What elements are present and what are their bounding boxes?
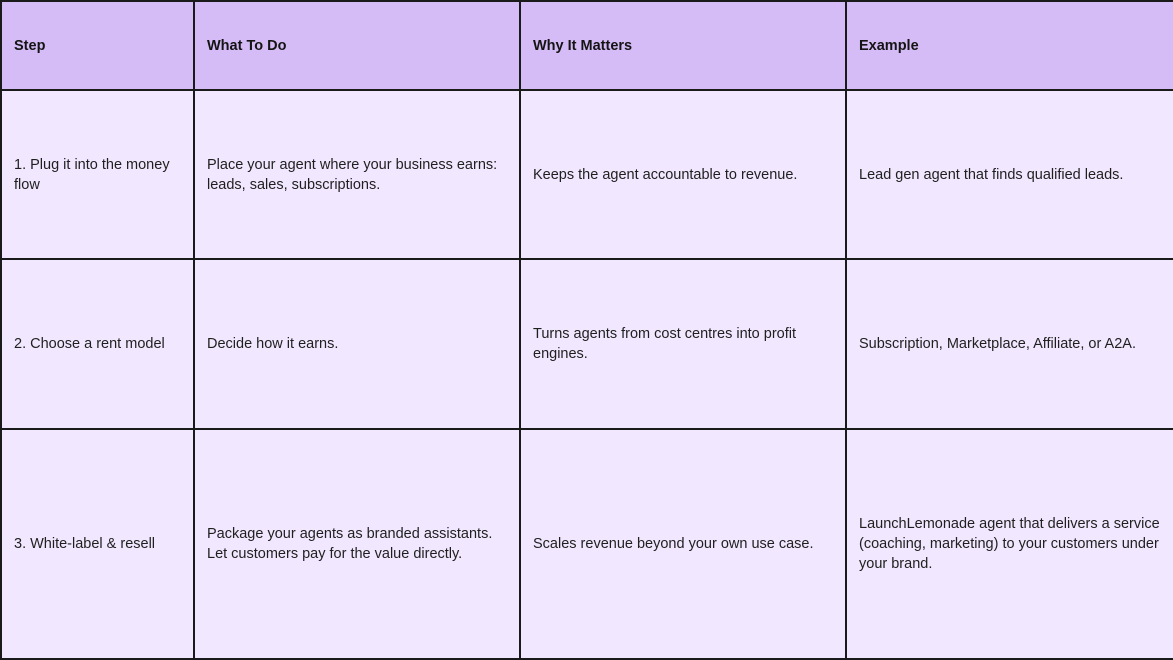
- header-row: [1, 1, 1173, 90]
- table-row: [1, 90, 1173, 259]
- table-row: [1, 429, 1173, 659]
- table-row: [1, 259, 1173, 429]
- cell-why-it-matters: Scales revenue beyond your own use case.: [520, 429, 846, 659]
- cell-example: Lead gen agent that finds qualified leads.: [846, 90, 1173, 259]
- cell-example: Subscription, Marketplace, Affiliate, or A2A.: [846, 259, 1173, 429]
- cell-why-it-matters: Turns agents from cost centres into profit engines.: [520, 259, 846, 429]
- header-step: Step: [1, 1, 194, 90]
- header-what-to-do: What To Do: [194, 1, 520, 90]
- cell-what-to-do: Package your agents as branded assistants. Let customers pay for the value directly.: [194, 429, 520, 659]
- header-why-it-matters: Why It Matters: [520, 1, 846, 90]
- cell-step: 2. Choose a rent model: [1, 259, 194, 429]
- cell-why-it-matters: Keeps the agent accountable to revenue.: [520, 90, 846, 259]
- header-example: Example: [846, 1, 1173, 90]
- table-header: [1, 1, 1173, 90]
- cell-example: LaunchLemonade agent that delivers a service (coaching, marketing) to your customers under your brand.: [846, 429, 1173, 659]
- cell-what-to-do: Decide how it earns.: [194, 259, 520, 429]
- table-body: [1, 90, 1173, 659]
- cell-step: 3. White-label & resell: [1, 429, 194, 659]
- cell-what-to-do: Place your agent where your business earns: leads, sales, subscriptions.: [194, 90, 520, 259]
- cell-step: 1. Plug it into the money flow: [1, 90, 194, 259]
